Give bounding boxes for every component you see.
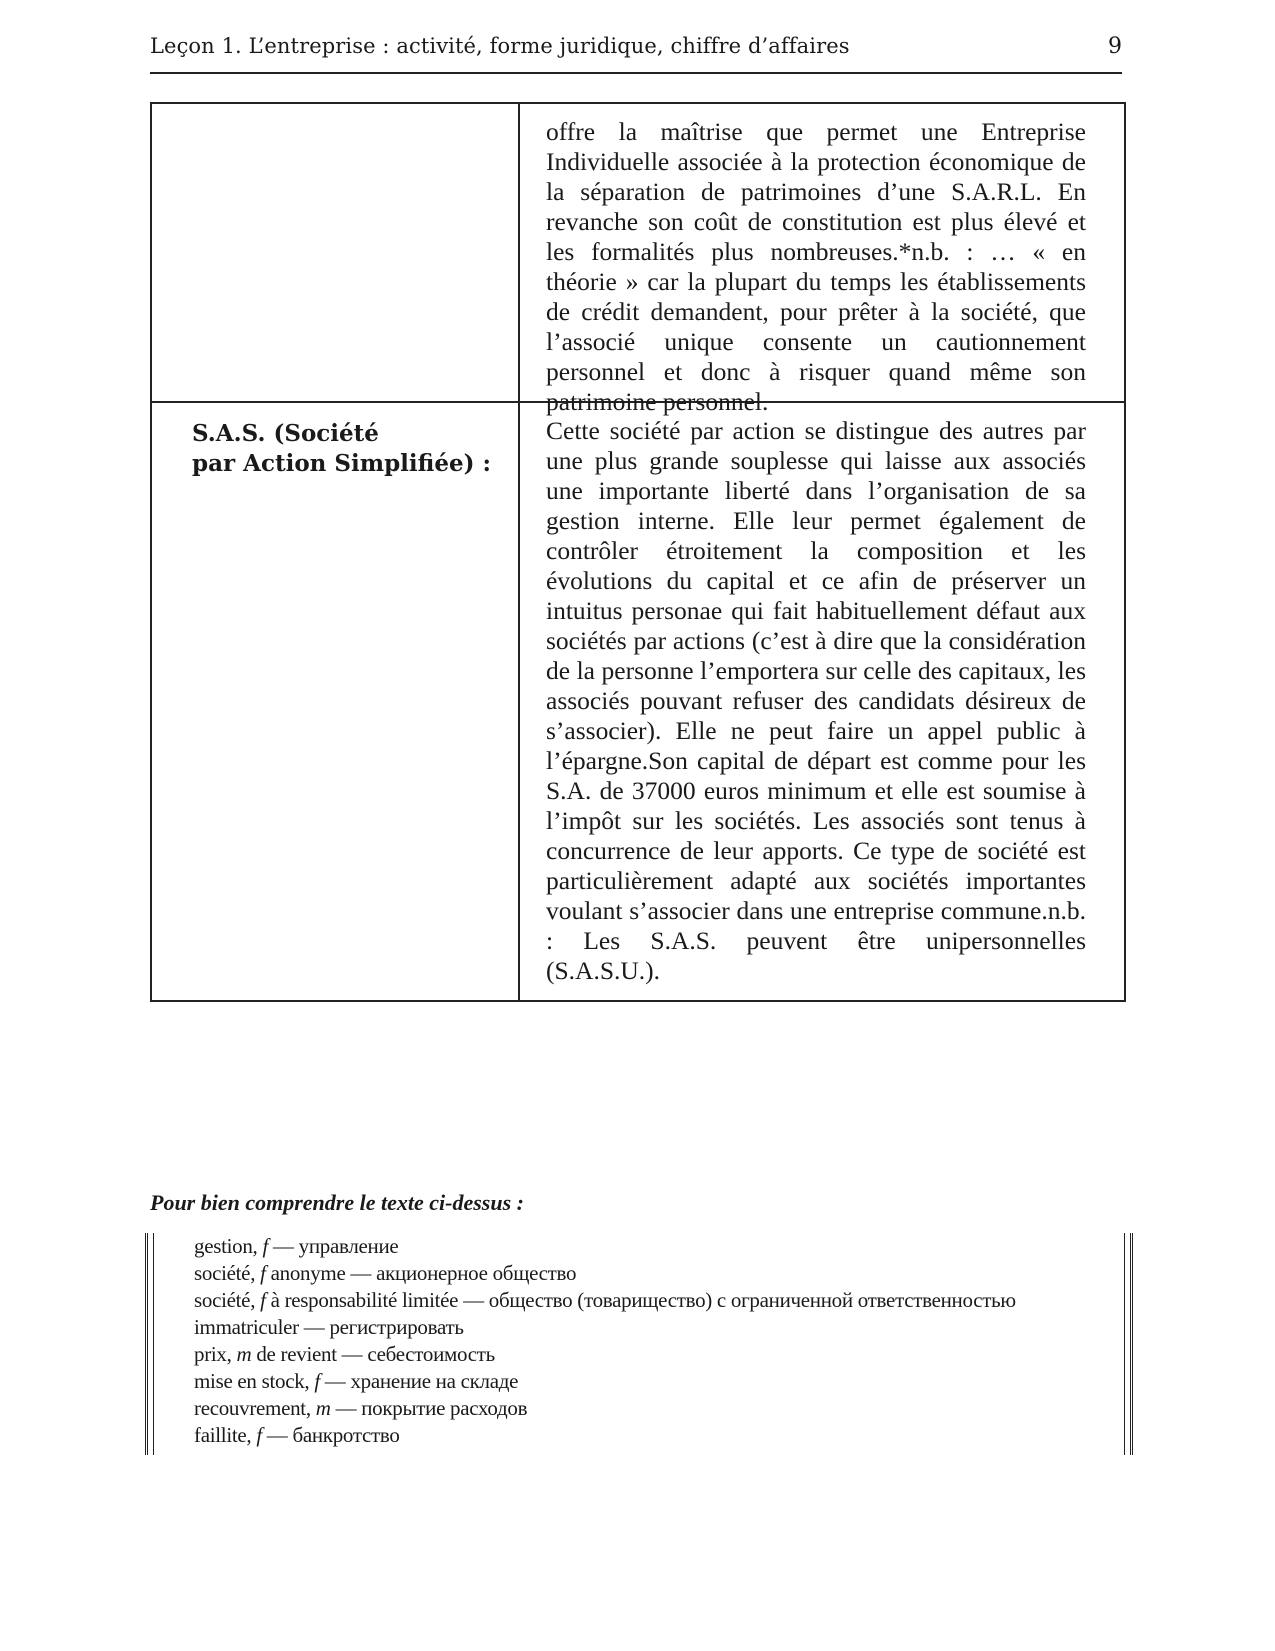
description-cell [519, 103, 1125, 416]
list-item: faillite, f — банкротство [194, 1423, 400, 1447]
term-cell [151, 103, 519, 402]
vocabulary-list [194, 1233, 1016, 1449]
list-item: immatriculer — регистрировать [194, 1315, 464, 1339]
page-header [150, 30, 1122, 74]
description-cell [519, 402, 1125, 1001]
term-cell [151, 402, 519, 1001]
description-text: Cette société par action se distingue des autres par une plus grande souplesse qui laisse aux associés une importante liberté dans l’organisation de sa gestion interne. Elle leur permet également de contrôler étroitement la composition et les évolutions du capital et ce afin de préserver un intuitus personae qui fait habituellement défaut aux sociétés par actions (c’est à dire que la considération de la personne l’emportera sur celle des capitaux, les associés pouvant refuser des candidats désireux de s’associer). Elle ne peut faire un appel public à l’épargne.Son capital de départ est comme pour les S.A. de 37000 euros minimum et elle est soumise à l’impôt sur les sociétés. Les associés sont tenus à concurrence de leur apports. Ce type de société est particulièrement adapté aux sociétés importantes voulant s’associer dans une entreprise commune.n.b. : Les S.A.S. peuvent être unipersonnelles (S.A.S.U.). [546, 416, 1086, 985]
term-label: S.A.S. (Société par Action Simplifiée) : [192, 420, 491, 477]
page-number: 9 [1108, 34, 1122, 59]
table-row [151, 103, 1125, 402]
list-item: société, f anonyme — акционерное общество [194, 1261, 577, 1285]
vocabulary-box [145, 1233, 1133, 1455]
chapter-title: Leçon 1. L’entreprise : activité, forme juridique, chiffre d’affaires [150, 34, 850, 58]
description-text: offre la maîtrise que permet une Entreprise Individuelle associée à la protection économique de la séparation de patrimoines d’une S.A.R.L. En revanche son coût de constitution est plus élevé et les formalités plus nombreuses.*n.b. : … « en théorie » car la plupart du temps les établissements de crédit demandent, pour prêter à la société, que l’associé unique consente un cautionnement personnel et donc à risquer quand même son patrimoine personnel. [546, 117, 1086, 416]
list-item: gestion, f — управление [194, 1234, 399, 1258]
list-item: société, f à responsabilité limitée — общество (товарищество) с ограниченной ответственностью [194, 1288, 1016, 1312]
vocabulary-title: Pour bien comprendre le texte ci-dessus : [150, 1190, 524, 1215]
table-row [151, 402, 1125, 1001]
list-item: recouvrement, m — покрытие расходов [194, 1396, 528, 1420]
legal-forms-table [150, 102, 1126, 1002]
list-item: prix, m de revient — себестоимость [194, 1342, 495, 1366]
list-item: mise en stock, f — хранение на складе [194, 1369, 519, 1393]
